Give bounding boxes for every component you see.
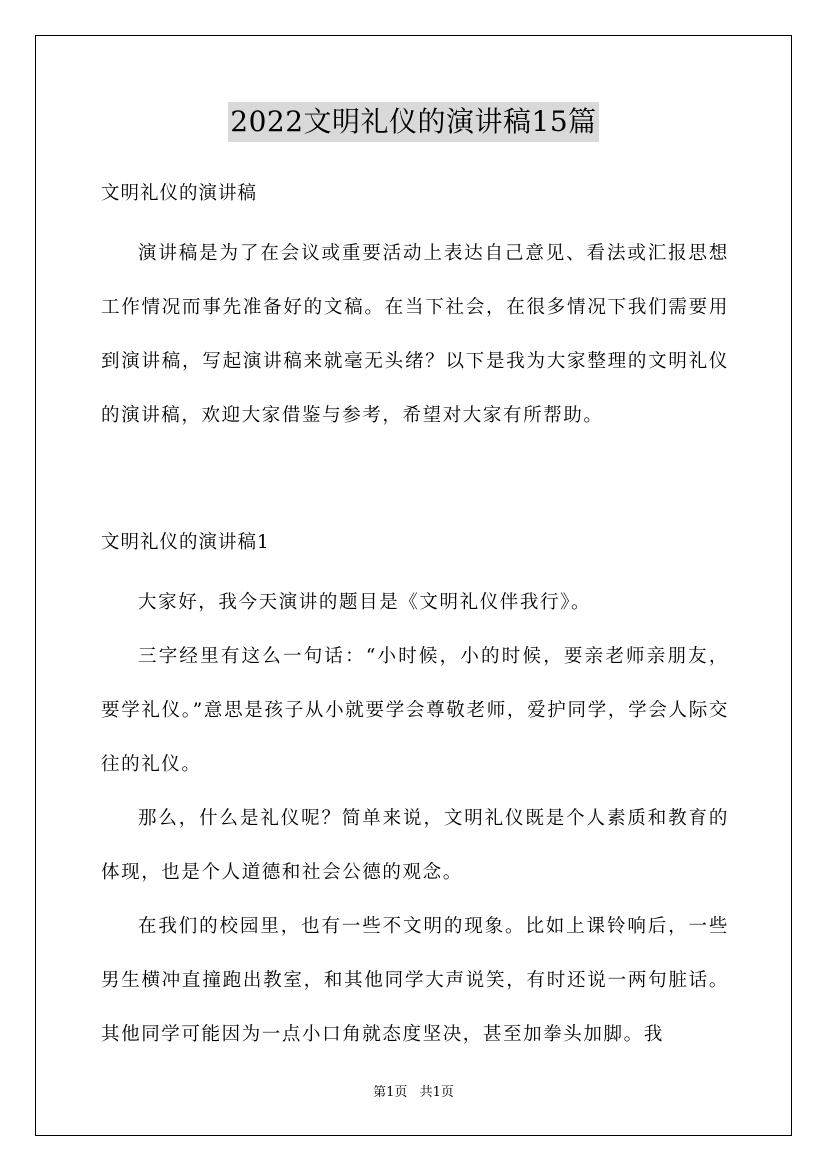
intro-paragraph: 演讲稿是为了在会议或重要活动上表达自己意见、看法或汇报思想工作情况而事先准备好的文稿。在当下社会，在很多情况下我们需要用到演讲稿，写起演讲稿来就毫无头绪？以下是我为大家整理的文明礼仪的演讲稿，欢迎大家借鉴与参考，希望对大家有所帮助。 xyxy=(101,243,729,426)
page-number: 第1页 xyxy=(373,1085,408,1100)
body-paragraph: 那么，什么是礼仪呢？简单来说，文明礼仪既是个人素质和教育的体现，也是个人道德和社会公德的观念。 xyxy=(101,808,729,883)
page-footer xyxy=(0,1084,827,1102)
body-paragraph: 大家好，我今天演讲的题目是《文明礼仪伴我行》。 xyxy=(138,592,592,613)
section-heading: 文明礼仪的演讲稿1 xyxy=(101,532,270,553)
section-spacer xyxy=(101,443,729,501)
document-title: 2022文明礼仪的演讲稿15篇 xyxy=(228,102,598,142)
title-container xyxy=(0,102,827,142)
page-total: 共1页 xyxy=(419,1085,454,1100)
document-body xyxy=(101,176,729,1062)
body-paragraph: 在我们的校园里，也有一些不文明的现象。比如上课铃响后，一些男生横冲直撞跑出教室，和其他同学大声说笑，有时还说一两句脏话。其他同学可能因为一点小口角就态度坚决，甚至加拳头加脚。我 xyxy=(101,916,729,1045)
intro-heading: 文明礼仪的演讲稿 xyxy=(101,183,258,204)
body-paragraph: 三字经里有这么一句话：“小时候，小的时候，要亲老师亲朋友，要学礼仪。”意思是孩子从小就要学会尊敬老师，爱护同学，学会人际交往的礼仪。 xyxy=(101,646,729,775)
